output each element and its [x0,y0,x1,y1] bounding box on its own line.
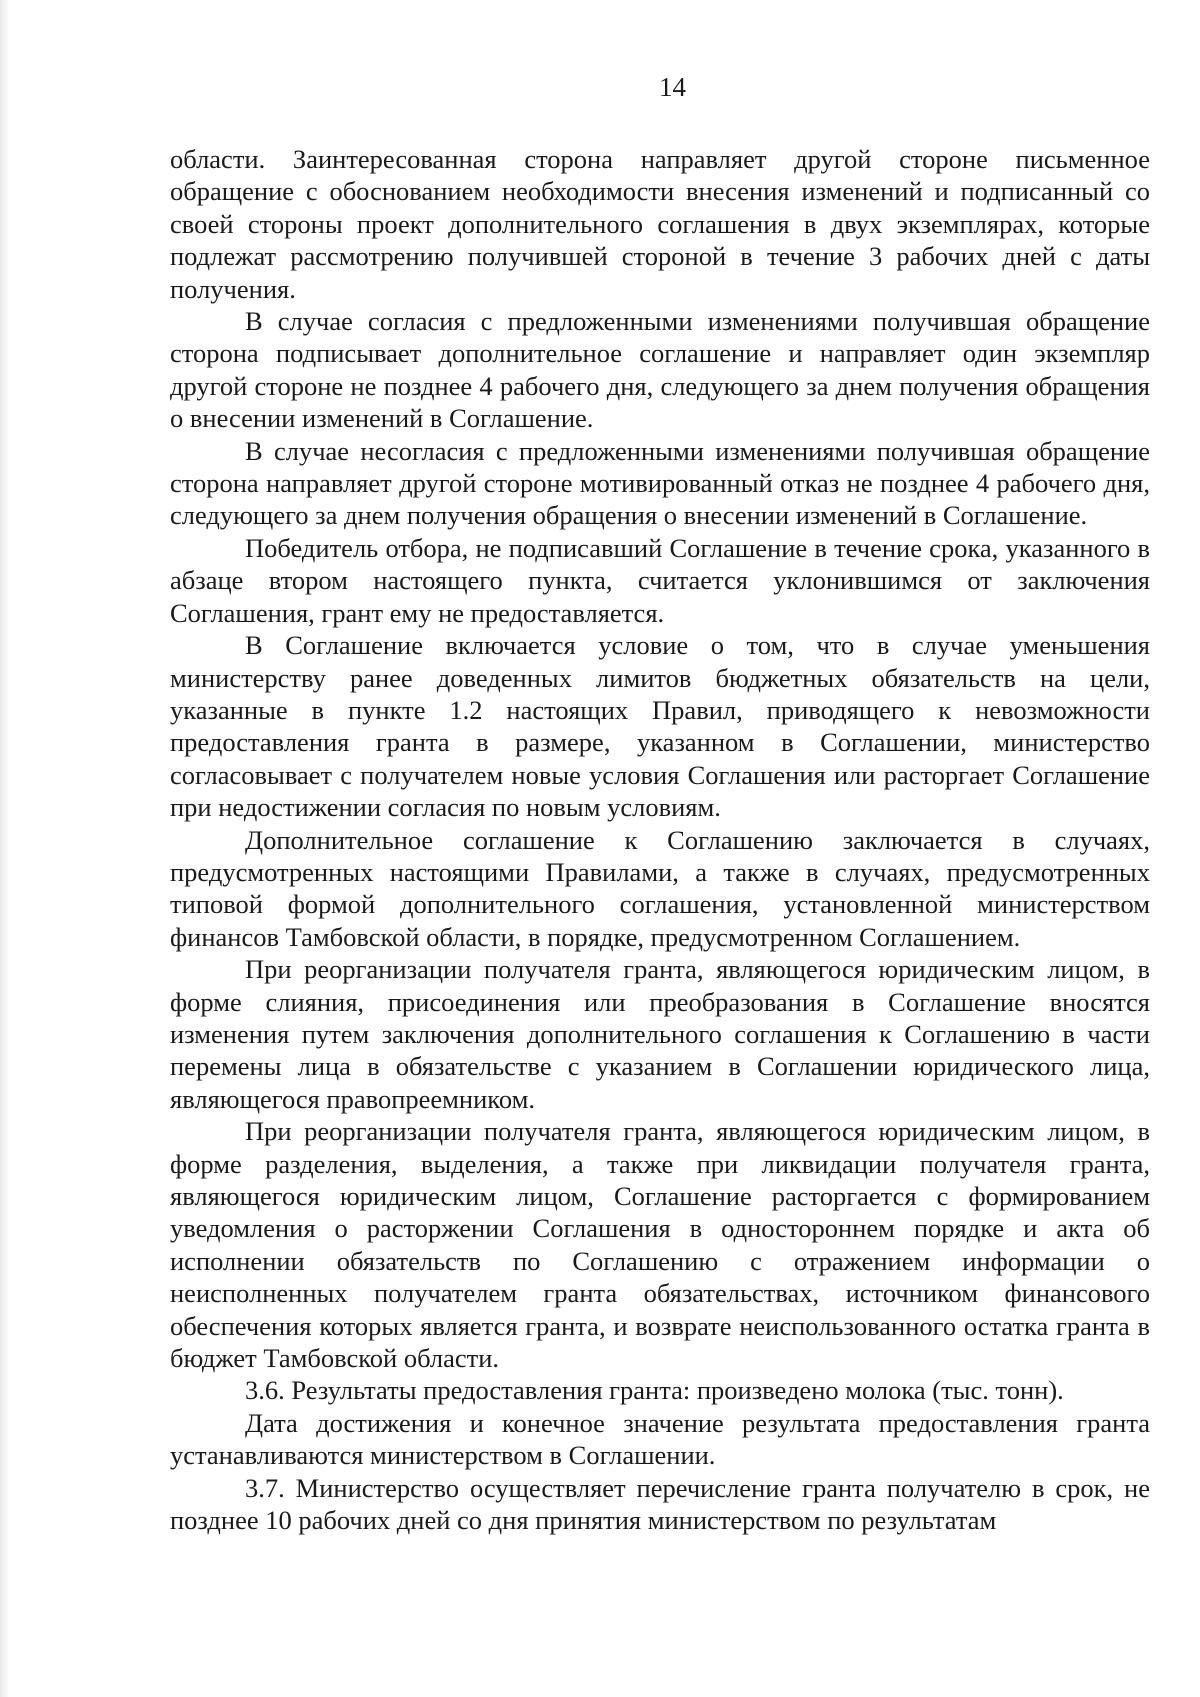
paragraph-agreement-refusal: В случае несогласия с предложенными изменениями получившая обращение сторона направляет другой стороне мотивированный отказ не позднее 4 рабочего дня, следующего за днем получения обращения о внесении изменений в Соглашение. [170,435,1150,531]
paragraph-continuation: области. Заинтересованная сторона направляет другой стороне письменное обращение с обоснованием необходимости внесения изменений и подписанный со своей стороны проект дополнительного соглашения в двух экземплярах, которые подлежат рассмотрению получившей стороной в течение 3 рабочих дней с даты получения. [170,144,1150,304]
paragraph-reorganization-merger: При реорганизации получателя гранта, являющегося юридическим лицом, в форме слияния, присоединения или преобразования в Соглашение вносятся изменения путем заключения дополнительного соглашения к Соглашению в части перемены лица в обязательстве с указанием в Соглашении юридического лица, являющегося правопреемником. [170,954,1150,1114]
paragraph-additional-agreement: Дополнительное соглашение к Соглашению заключается в случаях, предусмотренных настоящими Правилами, а также в случаях, предусмотренных типовой формой дополнительного соглашения, установленной министерством финансов Тамбовской области, в порядке, предусмотренном Соглашением. [170,824,1150,952]
paragraph-section-3-6: 3.6. Результаты предоставления гранта: произведено молока (тыс. тонн). [245,1375,1064,1406]
document-body [170,143,1150,1536]
paragraph-agreement-consent: В случае согласия с предложенными изменениями получившая обращение сторона подписывает дополнительное соглашение и направляет один экземпляр другой стороне не позднее 4 рабочего дня, следующего за днем получения обращения о внесении изменений в Соглашение. [170,306,1150,434]
paragraph-reorganization-division: При реорганизации получателя гранта, являющегося юридическим лицом, в форме разделения, выделения, а также при ликвидации получателя гранта, являющегося юридическим лицом, Соглашение расторгается с формированием уведомления о расторжении Соглашения в одностороннем порядке и акта об исполнении обязательств по Соглашению с отражением информации о неисполненных получателем гранта обязательствах, источником финансового обеспечения которых является гранта, и возврате неиспользованного остатка гранта в бюджет Тамбовской области. [170,1116,1150,1374]
paragraph-limits-reduction: В Соглашение включается условие о том, что в случае уменьшения министерству ранее доведенных лимитов бюджетных обязательств на цели, указанные в пункте 1.2 настоящих Правил, приводящего к невозможности предоставления гранта в размере, указанном в Соглашении, министерство согласовывает с получателем новые условия Соглашения или расторгает Соглашение при недостижении согласия по новым условиям. [170,630,1150,823]
page-number: 14 [659,72,686,102]
paragraph-winner-evasion: Победитель отбора, не подписавший Соглашение в течение срока, указанного в абзаце втором настоящего пункта, считается уклонившимся от заключения Соглашения, грант ему не предоставляется. [170,532,1150,628]
scan-edge-shadow [0,0,10,1697]
paragraph-result-date: Дата достижения и конечное значение результата предоставления гранта устанавливаются министерством в Соглашении. [170,1407,1150,1471]
paragraph-section-3-7: 3.7. Министерство осуществляет перечисление гранта получателю в срок, не позднее 10 рабочих дней со дня принятия министерством по результатам [170,1472,1150,1536]
